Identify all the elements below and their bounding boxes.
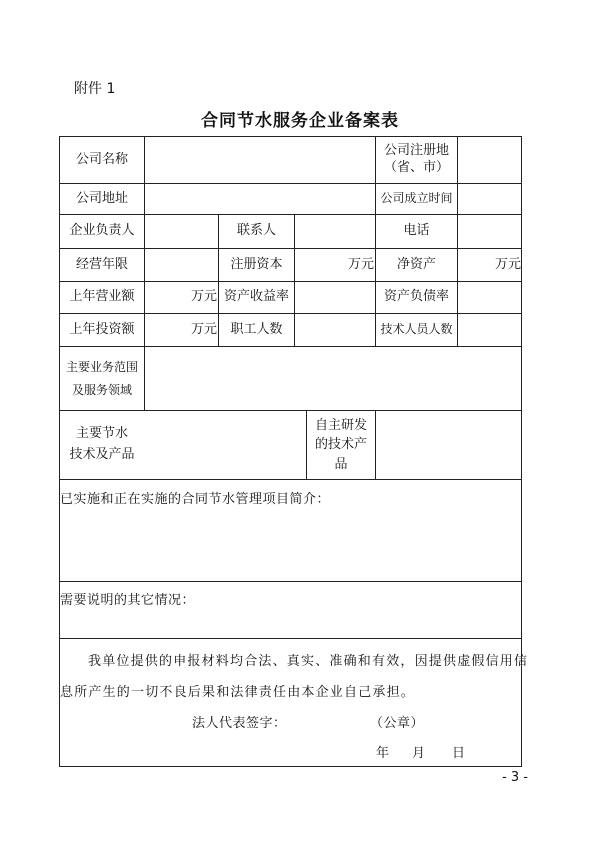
technician-count-label: 技术人员人数 — [380, 322, 453, 337]
net-assets-unit: 万元 — [494, 256, 521, 272]
last-year-revenue-label: 上年营业额 — [69, 289, 135, 305]
contact-person-label: 联系人 — [236, 223, 276, 239]
registered-capital-unit: 万元 — [347, 256, 374, 272]
form-title: 合同节水服务企业备案表 — [201, 111, 399, 131]
declaration-line2: 息所产生的一切不良后果和法律责任由本企业自己承担。 — [60, 685, 416, 700]
registered-capital-label: 注册资本 — [230, 256, 283, 272]
company-name-label: 公司名称 — [75, 151, 128, 167]
establishment-date-label: 公司成立时间 — [380, 191, 453, 206]
business-scope-label — [60, 347, 144, 410]
seal-label: （公章） — [370, 716, 425, 731]
business-scope-line1: 主要业务范围 — [65, 359, 138, 374]
main-tech-products-label — [60, 411, 144, 479]
company-address-label: 公司地址 — [75, 190, 128, 206]
attachment-label: 附件 1 — [74, 81, 116, 97]
registration-place-line1: 公司注册地 — [383, 143, 449, 159]
date-month: 月 — [412, 746, 426, 761]
last-year-revenue-unit: 万元 — [190, 289, 217, 305]
other-notes-label: 需要说明的其它情况： — [60, 593, 196, 608]
operating-years-label: 经营年限 — [75, 256, 128, 272]
responsible-person-label: 企业负责人 — [69, 223, 135, 239]
registration-place-line2: （省、市） — [383, 160, 449, 175]
declaration-line1: 我单位提供的申报材料均合法、真实、准确和有效，因提供虚假信用信 — [88, 654, 529, 669]
date-day: 日 — [452, 746, 466, 761]
own-rd-line3: 品 — [334, 456, 348, 472]
net-assets-label: 净资产 — [396, 256, 436, 272]
business-scope-line2: 及服务领域 — [71, 382, 132, 397]
phone-label: 电话 — [403, 223, 430, 239]
own-rd-line1: 自主研发 — [314, 417, 367, 433]
last-year-investment-unit: 万元 — [190, 321, 217, 337]
page-number: - 3 - — [502, 770, 528, 785]
projects-intro-label: 已实施和正在实施的合同节水管理项目简介： — [60, 492, 331, 507]
own-rd-products-label — [307, 411, 375, 479]
date-year: 年 — [376, 746, 390, 761]
return-on-assets-label: 资产收益率 — [223, 289, 289, 305]
main-tech-line2: 技术及产品 — [69, 447, 135, 462]
main-tech-line1: 主要节水 — [75, 426, 128, 442]
employee-count-label: 职工人数 — [230, 321, 283, 337]
debt-ratio-label: 资产负债率 — [383, 289, 449, 305]
last-year-investment-label: 上年投资额 — [69, 321, 135, 337]
registration-place-label — [376, 137, 457, 183]
own-rd-line2: 的技术产 — [314, 437, 367, 453]
signature-label: 法人代表签字： — [192, 716, 287, 731]
